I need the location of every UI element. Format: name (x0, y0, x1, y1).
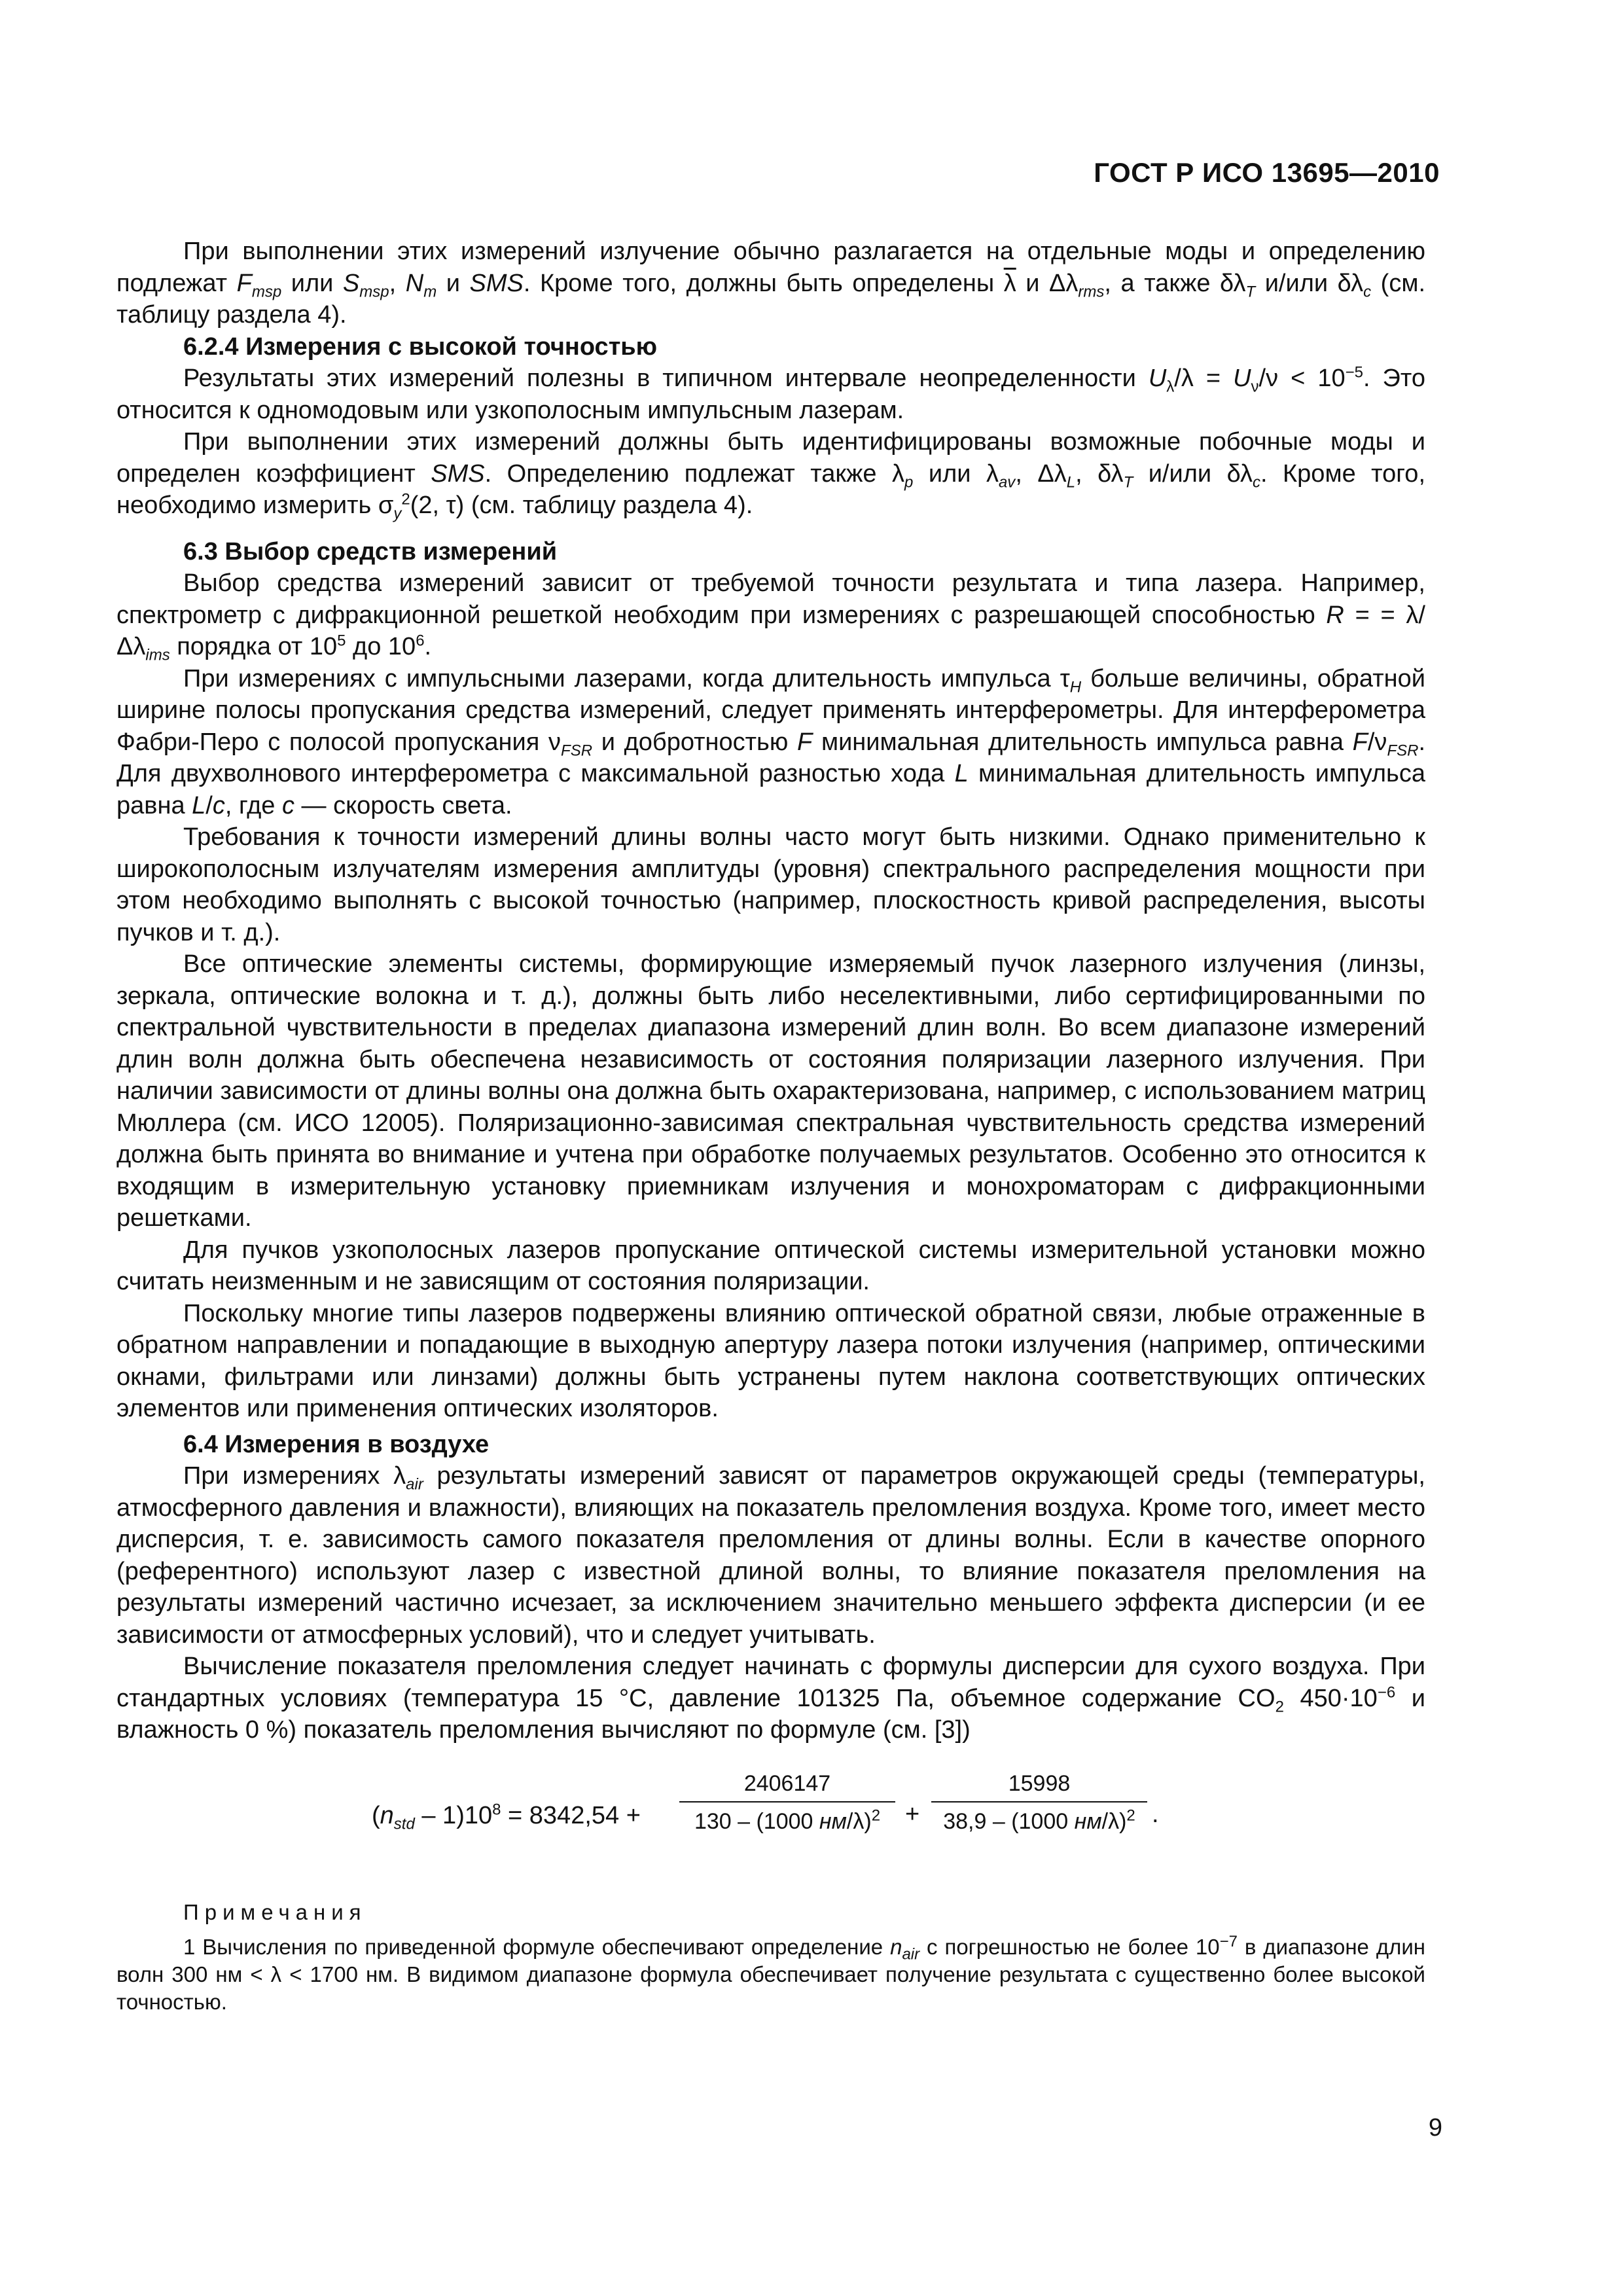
fraction-2 (931, 1766, 1147, 1838)
numerator-1: 2406147 (743, 1770, 831, 1796)
paragraph: Выбор средства измерений зависит от требуемой точности результата и типа лазера. Например, спектрометр с дифракционной решеткой необходим при измерениях с разрешающей способностью R = = $\lambda/\Delta\lambda_{ims}$ порядка от $10^5$ до $10^6$. (116, 569, 1425, 664)
document-header: ГОСТ Р ИСО 13695—2010 (1094, 157, 1440, 188)
notes-title: Примечания (183, 1899, 367, 1924)
note-1: 1 Вычисления по приведенной формуле обеспечивают определение $n_{air}$ с погрешностью не более $10^{-7}$ в диапазоне длин волн 300 нм < λ < 1700 нм. В видимом диапазоне формула обеспечивает получение результата с существенно более высокой точностью. (116, 1933, 1425, 2014)
section-heading-6-2-4: 6.2.4 Измерения с высокой точностью (183, 332, 658, 361)
denominator-1: 130 – (1000 нм/λ)$^2$ (694, 1806, 881, 1834)
paragraph: Результаты этих измерений полезны в типичном интервале неопределенности $U_\lambda/\lambda = U_\nu/\nu < 10^{-5}$. Это относится к одномодовым или узкополосным импульсным лазерам. (116, 363, 1425, 424)
formula-block (116, 1766, 1425, 1864)
paragraph: При измерениях $\lambda_{air}$ результаты измерений зависят от параметров окружающей среды (температуры, атмосферного давления и влажности), влияющих на показатель преломления воздуха. Кроме того, имеет место дисперсия, т. е. зависимость самого показателя преломления от длины волны. Если в качестве опорного (референтного) используют лазер с известной длиной волны, то влияние показателя преломления на результаты измерений частично исчезает, за исключением значительно меньшего эффекта дисперсии (и ее зависимости от атмосферных условий), что и следует учитывать. (116, 1462, 1425, 1649)
paragraph: Все оптические элементы системы, формирующие измеряемый пучок лазерного излучения (линзы, зеркала, оптические волокна и т. д.), должны быть либо неселективными, либо сертифицированными по спектральной чувствительности в пределах диапазона измерений длин волн. Во всем диапазоне измерений длин волн должна быть обеспечена независимость от состояния поляризации лазерного излучения. При наличии зависимости от длины волны она должна быть охарактеризована, например, с использованием матриц Мюллера (см. ИСО 12005). Поляризационно-зависимая спектральная чувствительность средства измерений должна быть принята во внимание и учтена при обработке получаемых результатов. Особенно это относится к входящим в измерительную установку приемникам излучения и монохроматорам с дифракционными решетками. (116, 950, 1425, 1232)
formula-lhs: $(n_{std} - 1)10^8 = 8342,54$ + (372, 1800, 641, 1833)
plus-sign: + (905, 1800, 920, 1828)
section-heading-6-4: 6.4 Измерения в воздухе (183, 1430, 490, 1458)
paragraph: Поскольку многие типы лазеров подвержены влиянию оптической обратной связи, любые отраженные в обратном направлении и попадающие в выходную апертуру лазера потоки излучения (например, оптическими окнами, фильтрами или линзами) должны быть устранены путем наклона соответствующих оптических элементов или применения оптических изоляторов. (116, 1299, 1425, 1422)
fraction-1 (679, 1766, 895, 1838)
paragraph: Вычисление показателя преломления следует начинать с формулы дисперсии для сухого воздуха. При стандартных условиях (температура 15 °С, давление 101325 Па, объемное содержание $CO_2$ $450\cdot 10^{-6}$ и влажность 0 %) показатель преломления вычисляют по формуле (см. [3]) (116, 1653, 1425, 1744)
dispersion-formula (372, 1766, 1288, 1864)
paragraph: При выполнении этих измерений должны быть идентифицированы возможные побочные моды и определен коэффициент SMS. Определению подлежат также $\lambda_p$ или $\lambda_{av}$, $\Delta\lambda_L$, $\delta\lambda_T$ и/или $\delta\lambda_c$. Кроме того, необходимо измерить $\sigma_y^2(2$, τ) (см. таблицу раздела 4). (116, 428, 1425, 523)
section-heading-6-3: 6.3 Выбор средств измерений (183, 537, 558, 565)
denominator-2: 38,9 – (1000 нм/λ)$^2$ (943, 1806, 1135, 1834)
paragraph: При измерениях с импульсными лазерами, когда длительность импульса $\tau_H$ больше величины, обратной ширине полосы пропускания средства измерений, следует применять интерферометры. Для интерферометра Фабри-Перо с полосой пропускания $\nu_{FSR}$ и добротностью F минимальная длительность импульса равна $F/\nu_{FSR}$. Для двухволнового интерферометра с максимальной разностью хода L минимальная длительность импульса равна L/c, где c — скорость света. (116, 664, 1425, 819)
paragraph: При выполнении этих измерений излучение обычно разлагается на отдельные моды и определению подлежат $F_{msp}$ или $S_{msp}$, $N_m$ и SMS. Кроме того, должны быть определены $\overline{\lambda}$ и $\Delta\lambda_{rms}$, а также $\delta\lambda_T$ и/или $\delta\lambda_c$ (см. таблицу раздела 4). (116, 238, 1425, 329)
paragraph: Для пучков узкополосных лазеров пропускание оптической системы измерительной установки можно считать неизменным и не зависящим от состояния поляризации. (116, 1236, 1425, 1295)
page-number: 9 (1428, 2114, 1442, 2142)
numerator-2: 15998 (1008, 1770, 1071, 1796)
formula-period: . (1152, 1800, 1159, 1828)
page-body (116, 236, 1425, 2016)
paragraph: Требования к точности измерений длины волны часто могут быть низкими. Однако применительно к широкополосным излучателям измерения амплитуды (уровня) спектрального распределения мощности при этом необходимо выполнять с высокой точностью (например, плоскостность кривой распределения, высоты пучков и т. д.). (116, 823, 1425, 946)
